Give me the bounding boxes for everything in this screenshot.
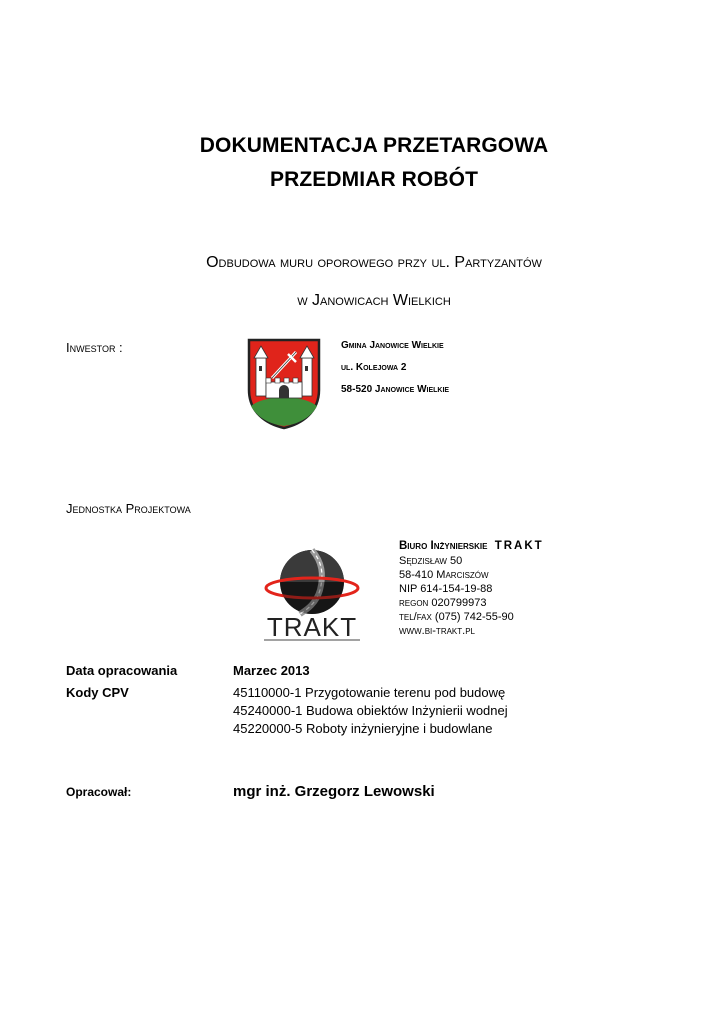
investor-name: Gmina Janowice Wielkie: [341, 340, 444, 351]
trakt-logo-text: TRAKT: [266, 612, 358, 642]
cpv-code-2: 45240000-1 Budowa obiektów Inżynierii wodnej: [233, 703, 508, 718]
company-phone: tel/fax (075) 742-55-90: [399, 611, 514, 623]
company-title: [399, 540, 544, 552]
coat-of-arms-logo: [246, 338, 322, 430]
company-postal: 58-410 Marciszów: [399, 569, 489, 581]
company-name: TRAKT: [494, 540, 544, 552]
company-regon: regon 020799973: [399, 597, 487, 609]
company-type: Biuro Inżynierskie: [399, 540, 488, 552]
document-title: DOKUMENTACJA PRZETARGOWA: [199, 134, 549, 157]
cpv-code-1: 45110000-1 Przygotowanie terenu pod budowę: [233, 685, 506, 700]
design-unit-label: Jednostka Projektowa: [66, 501, 191, 516]
cpv-label: Kody CPV: [66, 685, 129, 700]
author-name: mgr inż. Grzegorz Lewowski: [233, 783, 435, 800]
document-subtitle: PRZEDMIAR ROBÓT: [270, 168, 478, 191]
company-website: www.bi-trakt.pl: [399, 625, 475, 637]
cpv-code-3: 45220000-5 Roboty inżynieryjne i budowlane: [233, 721, 493, 736]
company-address: Sędzisław 50: [399, 555, 463, 567]
project-name-line1: Odbudowa muru oporowego przy ul. Partyzantów: [206, 254, 542, 271]
author-label: Opracował:: [66, 785, 132, 799]
investor-city: 58-520 Janowice Wielkie: [341, 384, 450, 395]
investor-street: ul. Kolejowa 2: [341, 362, 407, 373]
company-nip: NIP 614-154-19-88: [399, 583, 493, 595]
trakt-logo: [262, 544, 362, 644]
project-name-line2: w Janowicach Wielkich: [297, 292, 451, 309]
date-value: Marzec 2013: [233, 663, 310, 678]
date-label: Data opracowania: [66, 663, 178, 678]
investor-label: Inwestor :: [66, 340, 123, 355]
